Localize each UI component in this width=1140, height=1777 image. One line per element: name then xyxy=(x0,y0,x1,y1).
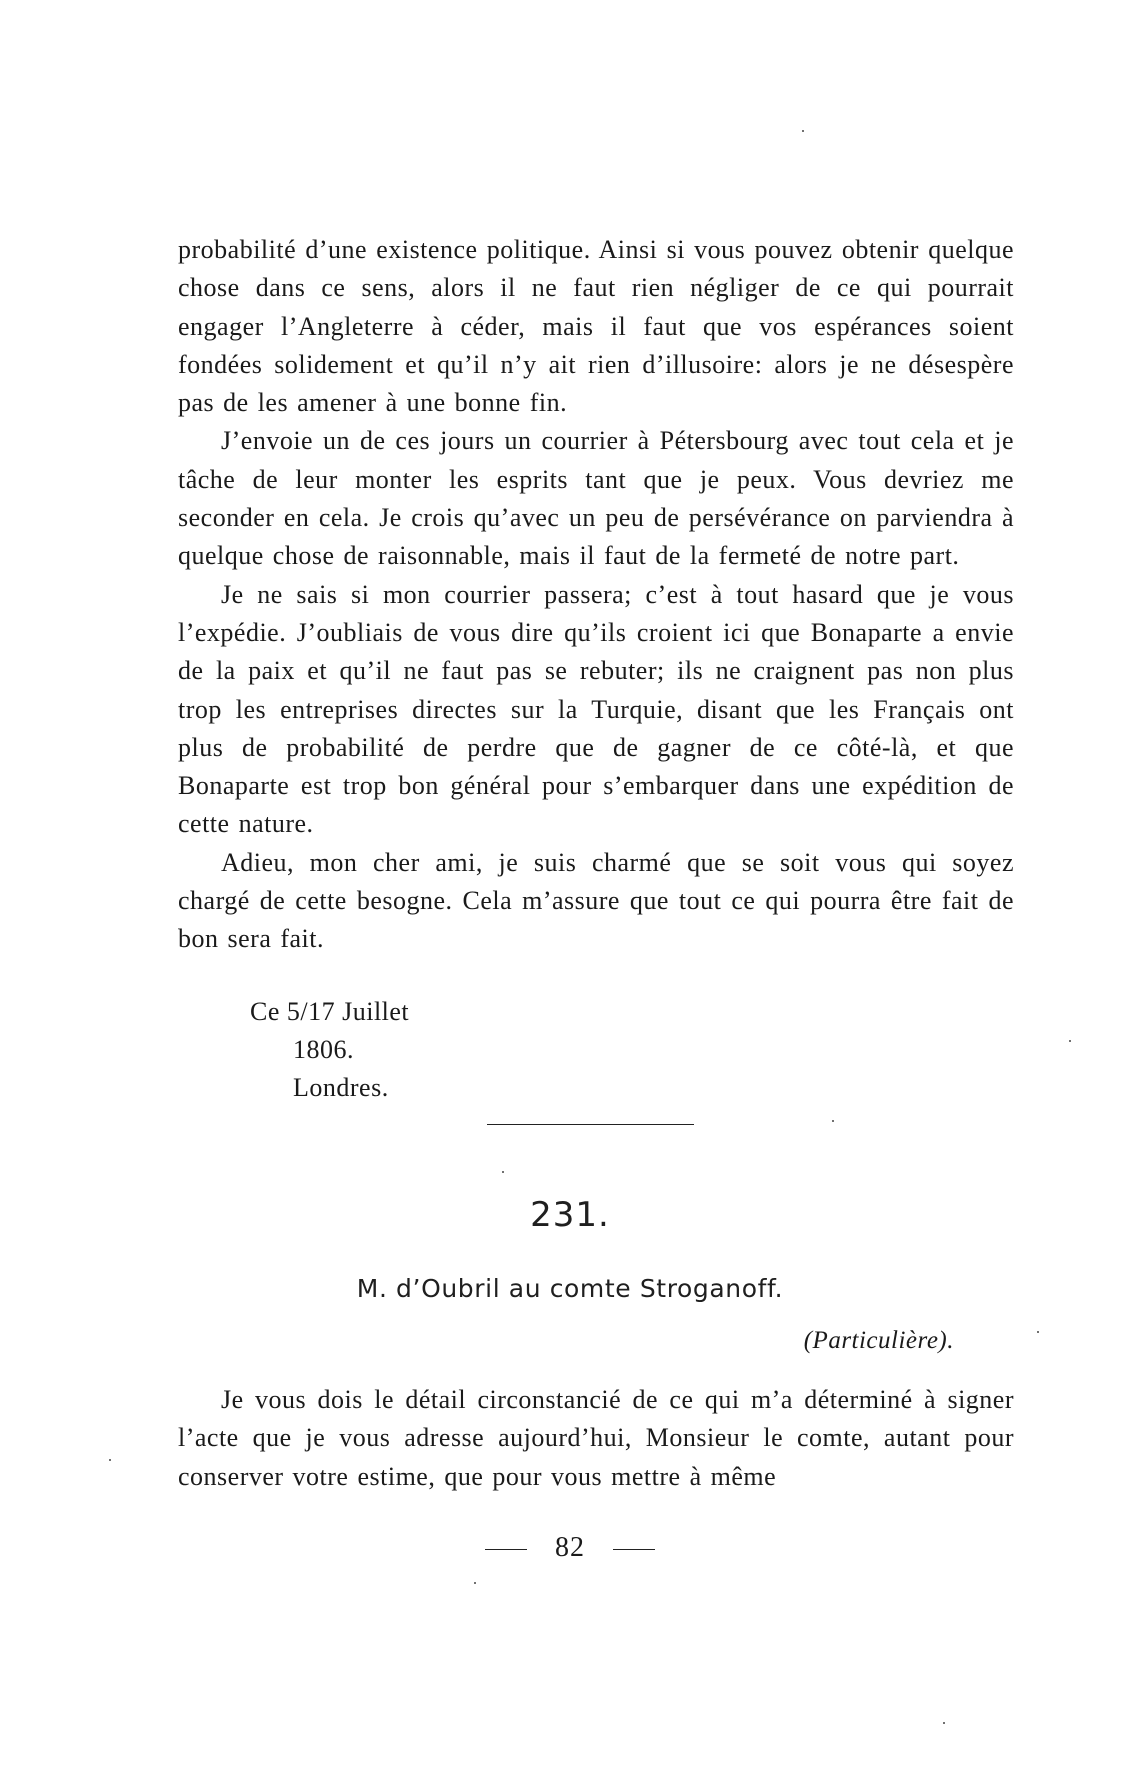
scan-speck xyxy=(502,1171,504,1173)
paragraph: Je vous dois le détail circonstancié de ce qui m’a déterminé à signer l’acte que je vous adresse aujourd’hui, Monsieur le comte, autant pour conserver votre estime, que pour vous mettre à même xyxy=(178,1385,1014,1491)
page-footer xyxy=(0,1532,1140,1564)
signature-date: Ce 5/17 Juillet xyxy=(250,997,410,1026)
scan-speck xyxy=(1069,1040,1071,1042)
scan-speck xyxy=(832,1120,834,1122)
footer-dash-left xyxy=(485,1549,527,1550)
paragraph: J’envoie un de ces jours un courrier à Pétersbourg avec tout cela et je tâche de leur monter les esprits tant que je peux. Vous devriez me seconder en cela. Je crois qu’avec un peu de persévérance on parviendra à quelque chose de raisonnable, mais il faut de la fermeté de notre part. xyxy=(178,426,1014,571)
paragraph-continuation: probabilité d’une existence politique. Ainsi si vous pouvez obtenir quelque chose dans ce sens, alors il ne faut rien négliger de ce qui pourrait engager l’Angleterre à céder, mais il faut que vos espérances soient fondées solidement et qu’il n’y ait rien d’illusoire: alors je ne désespère pas de les amener à une bonne fin. xyxy=(178,235,1014,418)
scan-speck xyxy=(474,1582,476,1584)
scan-speck xyxy=(1037,1331,1039,1333)
scan-speck xyxy=(109,1459,111,1461)
scan-speck xyxy=(943,1722,945,1724)
page-number: 82 xyxy=(555,1532,585,1563)
letter-heading: M. d’Oubril au comte Stroganoff. xyxy=(356,1274,784,1303)
letter-note: (Particulière). xyxy=(803,1327,954,1354)
letter-number: 231. xyxy=(530,1195,610,1235)
footer-dash-right xyxy=(613,1549,655,1550)
signature-place: Londres. xyxy=(293,1073,389,1102)
scan-speck xyxy=(802,130,804,132)
letter-body-top xyxy=(178,231,1014,959)
section-divider xyxy=(487,1124,694,1125)
signature-year: 1806. xyxy=(293,1035,354,1064)
paragraph: Adieu, mon cher ami, je suis charmé que se soit vous qui soyez chargé de cette besogne. Cela m’assure que tout ce qui pourra être fait de bon sera fait. xyxy=(178,847,1014,954)
paragraph: Je ne sais si mon courrier passera; c’est à tout hasard que je vous l’expédie. J’oubliais de vous dire qu’ils croient ici que Bonaparte a envie de la paix et qu’il ne faut pas se rebuter; ils ne craignent pas non plus trop les entreprises directes sur la Turquie, disant que les Français ont plus de probabilité de perdre que de gagner de ce côté-là, et que Bonaparte est trop bon général pour s’embarquer dans une expédition de cette nature. xyxy=(178,579,1014,839)
letter-body-bottom xyxy=(178,1381,1014,1496)
